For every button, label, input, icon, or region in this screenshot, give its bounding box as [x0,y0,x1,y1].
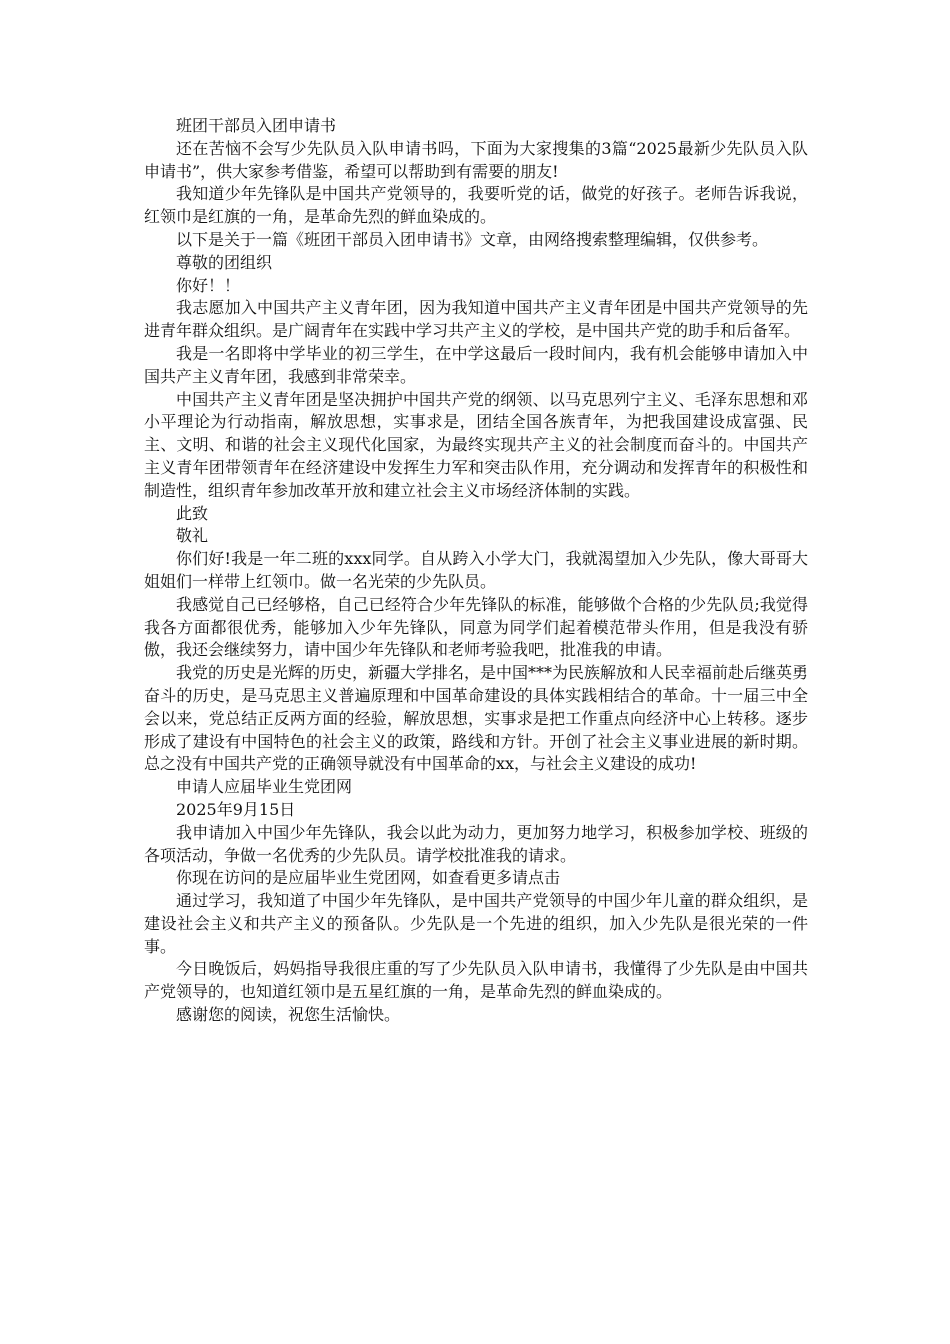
paragraph: 我志愿加入中国共产主义青年团，因为我知道中国共产主义青年团是中国共产党领导的先进青年群众组织。是广阔青年在实践中学习共产主义的学校，是中国共产党的助手和后备军。 [144,298,808,341]
site-notice: 你现在访问的是应届毕业生党团网，如查看更多请点击 [176,868,561,888]
paragraph: 我知道少年先锋队是中国共产党领导的，我要听党的话，做党的好孩子。老师告诉我说，红领巾是红旗的一角，是革命先烈的鲜血染成的。 [144,184,808,227]
closing-line: 此致 [176,503,209,523]
greeting: 你好！！ [176,275,241,295]
paragraph: 通过学习，我知道了中国少年先锋队，是中国共产党领导的中国少年儿童的群众组织，是建设社会主义和共产主义的预备队。少先队是一个先进的组织，加入少先队是很光荣的一件事。 [144,891,808,956]
paragraph: 你们好!我是一年二班的xxx同学。自从跨入小学大门，我就渴望加入少先队，像大哥哥大姐姐们一样带上红领巾。做一名光荣的少先队员。 [144,549,808,591]
paragraph: 以下是关于一篇《班团干部员入团申请书》文章，由网络搜索整理编辑，仅供参考。 [176,229,769,249]
closing-thanks: 感谢您的阅读，祝您生活愉快。 [176,1005,401,1025]
document-body [144,115,808,1027]
paragraph: 我是一名即将中学毕业的初三学生，在中学这最后一段时间内，我有机会能够申请加入中国共产主义青年团，我感到非常荣幸。 [144,343,808,386]
closing-line: 敬礼 [176,526,209,546]
paragraph-intro: 还在苦恼不会写少先队员入队申请书吗，下面为大家搜集的3篇“2025最新少先队员入队申请书”，供大家参考借鉴，希望可以帮助到有需要的朋友! [144,138,808,181]
signature-line: 申请人应届毕业生党团网 [176,777,353,797]
paragraph: 中国共产主义青年团是坚决拥护中国共产党的纲领、以马克思列宁主义、毛泽东思想和邓小平理论为行动指南，解放思想，实事求是，团结全国各族青年，为把我国建设成富强、民主、文明、和谐的社会主义现代化国家，为最终实现共产主义的社会制度而奋斗的。中国共产主义青年团带领青年在经济建设中发挥生力军和突击队作用，充分调动和发挥青年的积极性和制造性，组织青年参加改革开放和建立社会主义市场经济体制的实践。 [144,389,808,500]
date-line: 2025年9月15日 [176,799,296,819]
salutation: 尊敬的团组织 [176,252,273,272]
paragraph: 我感觉自己已经够格，自己已经符合少年先锋队的标准，能够做个合格的少先队员;我觉得我各方面都很优秀，能够加入少年先锋队，同意为同学们起着模范带头作用，但是我没有骄傲，我还会继续努力，请中国少年先锋队和老师考验我吧，批准我的申请。 [144,594,808,660]
document-title: 班团干部员入团申请书 [176,116,337,135]
paragraph: 我申请加入中国少年先锋队，我会以此为动力，更加努力地学习，积极参加学校、班级的各项活动，争做一名优秀的少先队员。请学校批准我的请求。 [144,822,808,865]
paragraph: 我党的历史是光辉的历史，新疆大学排名，是中国***为民族解放和人民幸福前赴后继英勇奋斗的历史，是马克思主义普遍原理和中国革命建设的具体实践相结合的革命。十一届三中全会以来，党总结正反两方面的经验，解放思想，实事求是把工作重点向经济中心上转移。逐步形成了建设有中国特色的社会主义的政策，路线和方针。开创了社会主义事业进展的新时期。总之没有中国共产党的正确领导就没有中国革命的xx，与社会主义建设的成功! [144,663,809,774]
paragraph: 今日晚饭后，妈妈指导我很庄重的写了少先队员入队申请书，我懂得了少先队是由中国共产党领导的，也知道红领巾是五星红旗的一角，是革命先烈的鲜血染成的。 [144,959,808,1002]
